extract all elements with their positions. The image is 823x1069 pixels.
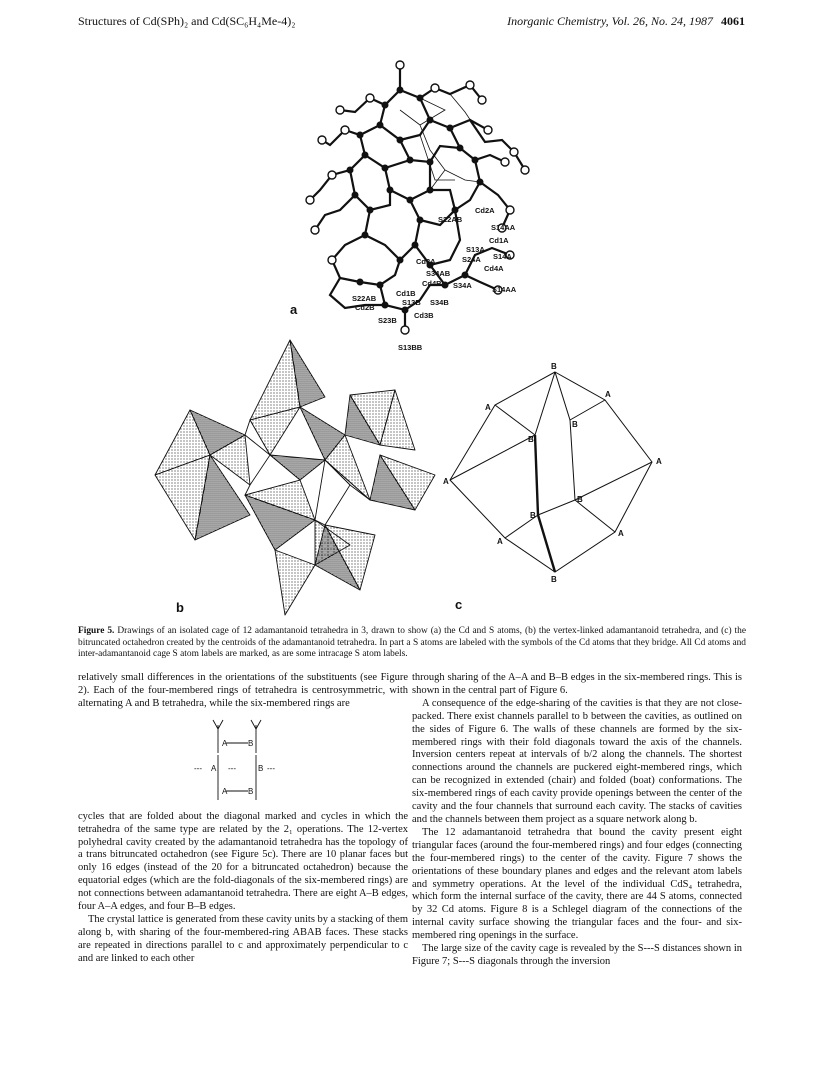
figure-5c-bitruncated-octahedron: [440, 360, 690, 585]
paragraph: relatively small differences in the orientations of the substituents (see Figure 2). Each of the four-membered rings of tetrahedra is centrosymmetric, with alternating A and B tetrahedra, while the six-membered rings are: [78, 672, 408, 709]
vertex-label: B: [551, 362, 557, 371]
atom-label: S14AA: [491, 223, 516, 232]
atom-label: Cd1A: [489, 236, 509, 245]
paragraph: cycles that are folded about the diagonal marked and cycles in which the tetrahedra of the same type are related by the 2₁ operations. The 12-vertex polyhedral cavity created by the adamantanoid tetrahedra has the topology of a trans bitruncated octahedron (see Figure 5c). There are 10 planar faces but only 16 edges (instead of the 20 for a bitruncated octahedron) because the equatorial edges (which are the fold-diagonals of the six-membered rings) are not connections between adamantanoid tetrahedra. There are eight A–B edges, four A–A edges, and four B–B edges.: [78, 810, 408, 913]
atom-label: S13B: [402, 298, 421, 307]
scheme-label-b: B: [258, 763, 264, 773]
atom-label: Cd2B: [355, 303, 375, 312]
scheme-label-a: A: [222, 786, 228, 796]
vertex-label: A: [443, 477, 449, 486]
atom-label: Cd4A: [484, 264, 504, 273]
right-column: [412, 672, 742, 969]
atom-label: S34B: [430, 298, 449, 307]
atom-label: S14AA: [492, 285, 517, 294]
vertex-label: A: [485, 403, 491, 412]
scheme-label-b: B: [248, 786, 254, 796]
figure-5c-panel-label: c: [455, 597, 463, 612]
paragraph: The 12 adamantanoid tetrahedra that bound the cavity present eight triangular faces (around the four-membered rings) and four edges (connecting the four-membered rings) to the center of the cavity. Figure 7 shows the orientations of these boundary planes and edges and the relevant atom labels and symmetry operations. At the level of the individual CdS₄ tetrahedra, which form the internal surface of the cavity, there are 44 S atoms, connected by 32 Cd atoms. Figure 8 is a Schlegel diagram of the connections of the internal cavity surface showing the triangular faces and the four- and six-membered ring openings in the surface.: [412, 826, 742, 942]
vertex-label: B: [528, 435, 534, 444]
vertex-label: B: [551, 575, 557, 584]
scheme-dashes: ---: [194, 763, 202, 773]
atom-label: S14A: [493, 252, 512, 261]
figure-5b-tetrahedra: [150, 335, 450, 620]
running-header-journal: Inorganic Chemistry, Vol. 26, No. 24, 1987 4061: [507, 14, 745, 28]
paragraph: A consequence of the edge-sharing of the cavities is that they are not close-packed. There exist channels parallel to b between the cavities, as outlined on the sides of Figure 6. The walls of these channels are formed by the six-membered rings with their fold diagonals toward the axis of the channels. Inversion centers repeat at intervals of b/2 along the channels. The shortest connections around the channels are puckered eight-membered rings, which can be recognized in extended (chair) and folded (boat) conformations. The six-membered rings of each cavity provide openings between the center of the cavity and the four channels that surround each cavity. The stacks of cavities and the channels between them project as a square network along b.: [412, 697, 742, 825]
atom-label: S13BB: [398, 343, 423, 352]
atom-label: Cd4B: [422, 279, 442, 288]
atom-label: S23B: [378, 316, 397, 325]
caption-label: Figure 5.: [78, 626, 115, 636]
vertex-label: B: [530, 511, 536, 520]
figure-5a-ball-and-stick: [270, 50, 570, 370]
vertex-label: A: [656, 457, 662, 466]
vertex-label: B: [572, 420, 578, 429]
scheme-label-b: B: [248, 738, 254, 748]
scheme-dashes: ---: [267, 763, 275, 773]
page-number: 4061: [721, 14, 745, 28]
vertex-label: A: [605, 390, 611, 399]
paragraph: The large size of the cavity cage is revealed by the S---S distances shown in Figure 7; S---S diagonals through the inversion: [412, 943, 742, 967]
atom-label: Cd1B: [396, 289, 416, 298]
paragraph: through sharing of the A–A and B–B edges in the six-membered rings. This is shown in the central part of Figure 6.: [412, 672, 742, 696]
figure-caption: [78, 626, 746, 661]
scheme-label-a: A: [211, 763, 217, 773]
left-column: [78, 672, 408, 966]
vertex-label: A: [497, 537, 503, 546]
scheme-dashes: ---: [228, 763, 236, 773]
vertex-label: A: [618, 529, 624, 538]
atom-label: Cd3A: [416, 257, 436, 266]
vertex-label: B: [577, 495, 583, 504]
atom-label: S13A: [466, 245, 485, 254]
atom-label: Cd3B: [414, 311, 434, 320]
atom-label: S34AB: [426, 269, 451, 278]
running-header-title: Structures of Cd(SPh)₂ and Cd(SC₆H₄Me-4)₂: [78, 14, 296, 28]
atom-label: Cd2A: [475, 206, 495, 215]
atom-label: S22AB: [352, 294, 377, 303]
atom-label: S22AB: [438, 215, 463, 224]
ring-scheme: [78, 715, 408, 807]
atom-label: S34A: [453, 281, 472, 290]
figure-5b-panel-label: b: [176, 600, 184, 615]
atom-label: S24A: [462, 255, 481, 264]
paragraph: The crystal lattice is generated from these cavity units by a stacking of them along b, with sharing of the four-membered-ring ABAB faces. These stacks are repeated in directions parallel to c and approximately perpendicular to c and are linked to each other: [78, 913, 408, 964]
scheme-label-a: A: [222, 738, 228, 748]
figure-5a-panel-label: a: [290, 302, 298, 317]
caption-text: Drawings of an isolated cage of 12 adamantanoid tetrahedra in 3, drawn to show (a) the Cd and S atoms, (b) the vertex-linked adamantanoid tetrahedra, and (c) the bitruncated octahedron created by the centroids of the adamantanoid tetrahedra. In part a S atoms are labeled with the symbols of the Cd atoms that they bridge. All Cd atoms and inter-adamantanoid cage S atom labels are marked, as are some intracage S atom labels.: [78, 626, 747, 660]
